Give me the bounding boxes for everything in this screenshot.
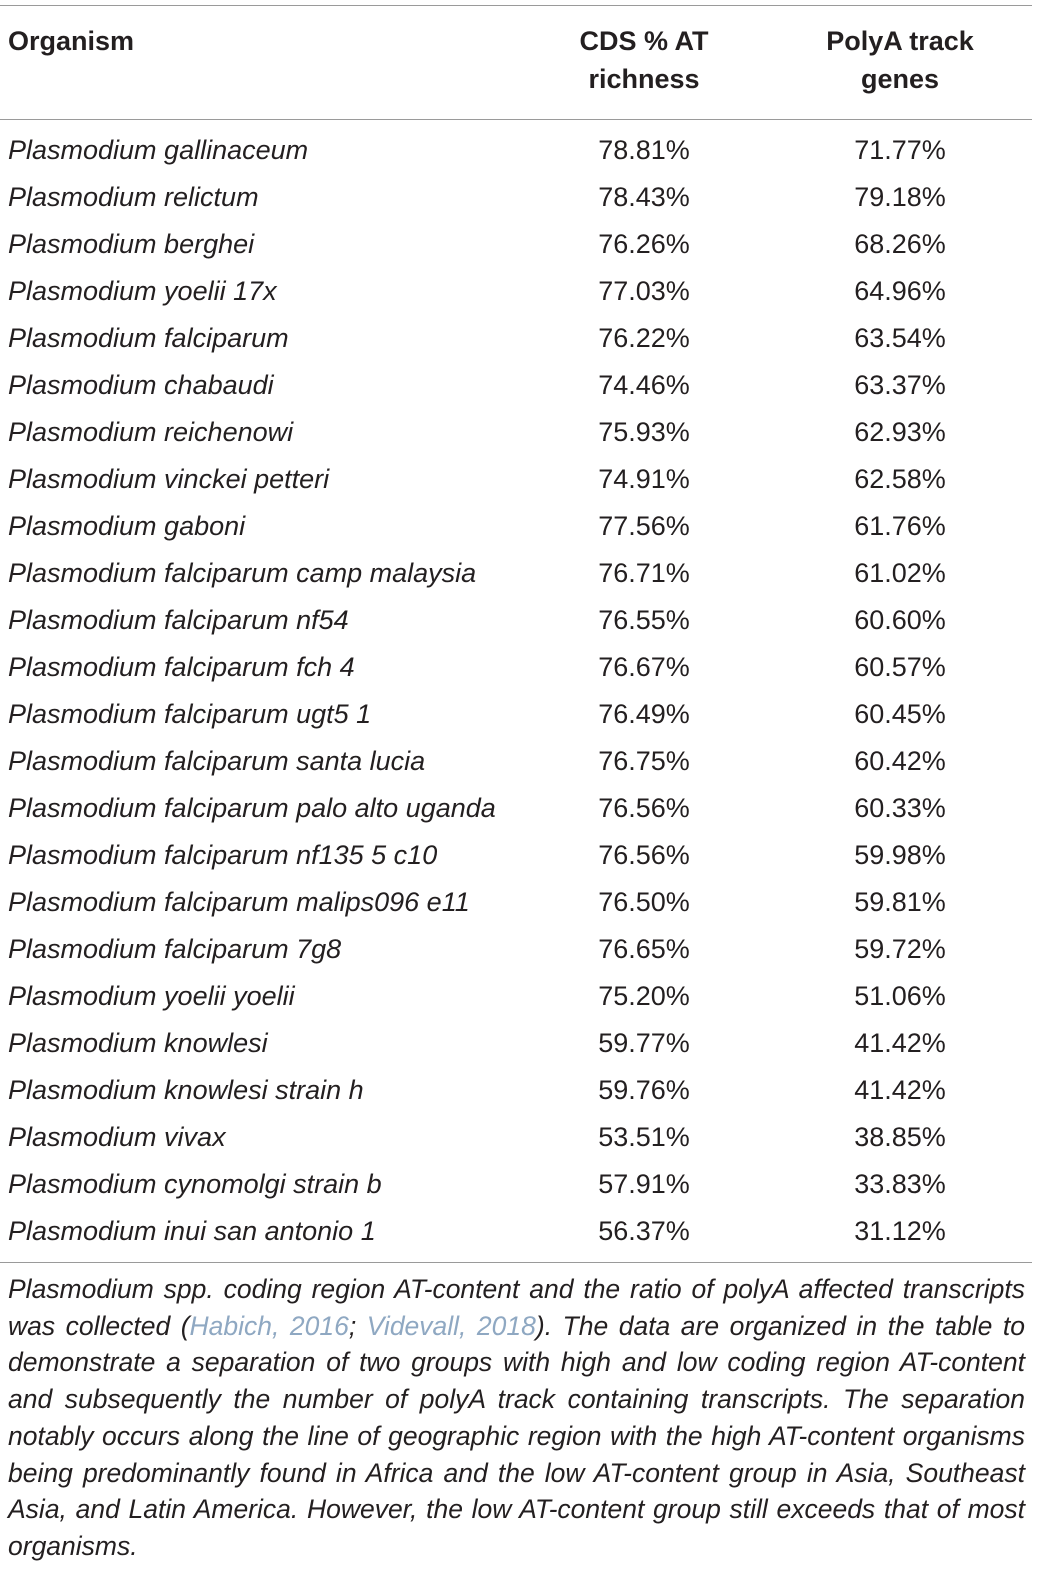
cell-cds-at-richness: 76.26% <box>598 229 690 259</box>
cell-polya-track-genes: 62.93% <box>854 417 946 447</box>
cell-cds-at-richness: 76.56% <box>598 793 690 823</box>
cell-cds-at-richness: 76.55% <box>598 605 690 635</box>
cell-cds-at-richness: 76.50% <box>598 887 690 917</box>
cell-cds-at-richness: 74.91% <box>598 464 690 494</box>
cell-cds-at-richness: 57.91% <box>598 1169 690 1199</box>
table-bottom-rule <box>0 1262 1032 1263</box>
cell-polya-track-genes: 79.18% <box>854 182 946 212</box>
caption-text-start: Plasmodium spp. coding region AT-content and the ratio of polyA affected transcripts was collected ( <box>8 1274 1025 1341</box>
cell-cds-at-richness: 77.03% <box>598 276 690 306</box>
cell-cds-at-richness: 56.37% <box>598 1216 690 1246</box>
cell-polya-track-genes: 38.85% <box>854 1122 946 1152</box>
caption-text-end: ). The data are organized in the table to demonstrate a separation of two groups with high and low coding region AT-content and subsequently the number of polyA track containing transcripts. The separation notably occurs along the line of geographic region with the high AT-content organisms being predominantly found in Africa and the low AT-content group in Asia, Southeast Asia, and Latin America. However, the low AT-content group still exceeds that of most organisms. <box>8 1310 1025 1561</box>
cell-polya-track-genes: 59.98% <box>854 840 946 870</box>
header-organism <box>8 22 134 60</box>
cell-organism: Plasmodium knowlesi strain h <box>8 1075 364 1105</box>
cell-cds-at-richness: 74.46% <box>598 370 690 400</box>
header-cds-line2: richness <box>588 64 700 94</box>
cell-organism: Plasmodium falciparum fch 4 <box>8 652 355 682</box>
cell-cds-at-richness: 76.22% <box>598 323 690 353</box>
table-row <box>0 315 1032 362</box>
header-polya-line2: genes <box>860 64 940 94</box>
cell-polya-track-genes: 59.81% <box>854 887 946 917</box>
table-row <box>0 456 1032 503</box>
cell-cds-at-richness: 76.71% <box>598 558 690 588</box>
cell-polya-track-genes: 60.45% <box>854 699 946 729</box>
citation-link-videvall[interactable]: Videvall, 2018 <box>366 1310 536 1341</box>
cell-organism: Plasmodium yoelii yoelii <box>8 981 295 1011</box>
cell-organism: Plasmodium vinckei petteri <box>8 464 330 494</box>
table-row <box>0 1161 1032 1208</box>
cell-organism: Plasmodium falciparum santa lucia <box>8 746 426 776</box>
cell-organism: Plasmodium reichenowi <box>8 417 294 447</box>
header-organism-label: Organism <box>8 26 135 56</box>
cell-organism: Plasmodium falciparum <box>8 323 289 353</box>
cell-polya-track-genes: 68.26% <box>854 229 946 259</box>
cell-organism: Plasmodium gaboni <box>8 511 246 541</box>
cell-organism: Plasmodium falciparum ugt5 1 <box>8 699 372 729</box>
cell-polya-track-genes: 60.60% <box>854 605 946 635</box>
table-row <box>0 127 1032 174</box>
header-cds-line1: CDS % AT <box>579 26 709 56</box>
cell-organism: Plasmodium cynomolgi strain b <box>8 1169 382 1199</box>
table-row <box>0 268 1032 315</box>
header-cds-at-richness <box>520 22 768 98</box>
cell-polya-track-genes: 64.96% <box>854 276 946 306</box>
cell-cds-at-richness: 76.49% <box>598 699 690 729</box>
table-row <box>0 1020 1032 1067</box>
cell-polya-track-genes: 60.57% <box>854 652 946 682</box>
cell-cds-at-richness: 76.65% <box>598 934 690 964</box>
cell-organism: Plasmodium falciparum nf54 <box>8 605 349 635</box>
table-header <box>0 20 1032 110</box>
table-caption <box>8 1271 1025 1565</box>
table-row <box>0 221 1032 268</box>
cell-cds-at-richness: 76.56% <box>598 840 690 870</box>
cell-cds-at-richness: 76.67% <box>598 652 690 682</box>
table-row <box>0 409 1032 456</box>
cell-organism: Plasmodium falciparum nf135 5 c10 <box>8 840 438 870</box>
cell-organism: Plasmodium falciparum 7g8 <box>8 934 342 964</box>
cell-organism: Plasmodium gallinaceum <box>8 135 309 165</box>
cell-polya-track-genes: 59.72% <box>854 934 946 964</box>
cell-polya-track-genes: 61.76% <box>854 511 946 541</box>
cell-cds-at-richness: 77.56% <box>598 511 690 541</box>
cell-organism: Plasmodium chabaudi <box>8 370 274 400</box>
cell-organism: Plasmodium inui san antonio 1 <box>8 1216 376 1246</box>
table-row <box>0 926 1032 973</box>
cell-organism: Plasmodium berghei <box>8 229 255 259</box>
table-header-rule <box>0 119 1032 120</box>
cell-organism: Plasmodium vivax <box>8 1122 226 1152</box>
cell-cds-at-richness: 78.43% <box>598 182 690 212</box>
table-row <box>0 1114 1032 1161</box>
cell-polya-track-genes: 51.06% <box>854 981 946 1011</box>
cell-organism: Plasmodium relictum <box>8 182 259 212</box>
table-row <box>0 1208 1032 1255</box>
table-row <box>0 597 1032 644</box>
cell-polya-track-genes: 60.33% <box>854 793 946 823</box>
cell-polya-track-genes: 63.54% <box>854 323 946 353</box>
citation-link-habich[interactable]: Habich, 2016 <box>189 1310 349 1341</box>
cell-organism: Plasmodium falciparum malips096 e11 <box>8 887 470 917</box>
cell-polya-track-genes: 41.42% <box>854 1028 946 1058</box>
table-row <box>0 503 1032 550</box>
header-polya-line1: PolyA track <box>826 26 974 56</box>
cell-cds-at-richness: 75.93% <box>598 417 690 447</box>
table-row <box>0 785 1032 832</box>
table-row <box>0 832 1032 879</box>
cell-organism: Plasmodium yoelii 17x <box>8 276 277 306</box>
table-row <box>0 738 1032 785</box>
caption-separator: ; <box>348 1310 367 1341</box>
cell-organism: Plasmodium falciparum palo alto uganda <box>8 793 496 823</box>
cell-polya-track-genes: 61.02% <box>854 558 946 588</box>
table-row <box>0 1067 1032 1114</box>
cell-polya-track-genes: 71.77% <box>854 135 946 165</box>
cell-cds-at-richness: 76.75% <box>598 746 690 776</box>
table-row <box>0 174 1032 221</box>
cell-polya-track-genes: 41.42% <box>854 1075 946 1105</box>
header-polya-track-genes <box>776 22 1024 98</box>
table-row <box>0 362 1032 409</box>
cell-cds-at-richness: 59.76% <box>598 1075 690 1105</box>
table-row <box>0 550 1032 597</box>
table-row <box>0 973 1032 1020</box>
table-top-rule <box>0 5 1032 6</box>
table-row <box>0 691 1032 738</box>
cell-polya-track-genes: 63.37% <box>854 370 946 400</box>
cell-polya-track-genes: 60.42% <box>854 746 946 776</box>
table-body <box>0 127 1032 1255</box>
cell-polya-track-genes: 62.58% <box>854 464 946 494</box>
table-row <box>0 879 1032 926</box>
cell-cds-at-richness: 78.81% <box>598 135 690 165</box>
table-row <box>0 644 1032 691</box>
cell-cds-at-richness: 75.20% <box>598 981 690 1011</box>
cell-cds-at-richness: 59.77% <box>598 1028 690 1058</box>
cell-cds-at-richness: 53.51% <box>598 1122 690 1152</box>
cell-polya-track-genes: 33.83% <box>854 1169 946 1199</box>
cell-organism: Plasmodium falciparum camp malaysia <box>8 558 477 588</box>
cell-organism: Plasmodium knowlesi <box>8 1028 268 1058</box>
cell-polya-track-genes: 31.12% <box>854 1216 946 1246</box>
